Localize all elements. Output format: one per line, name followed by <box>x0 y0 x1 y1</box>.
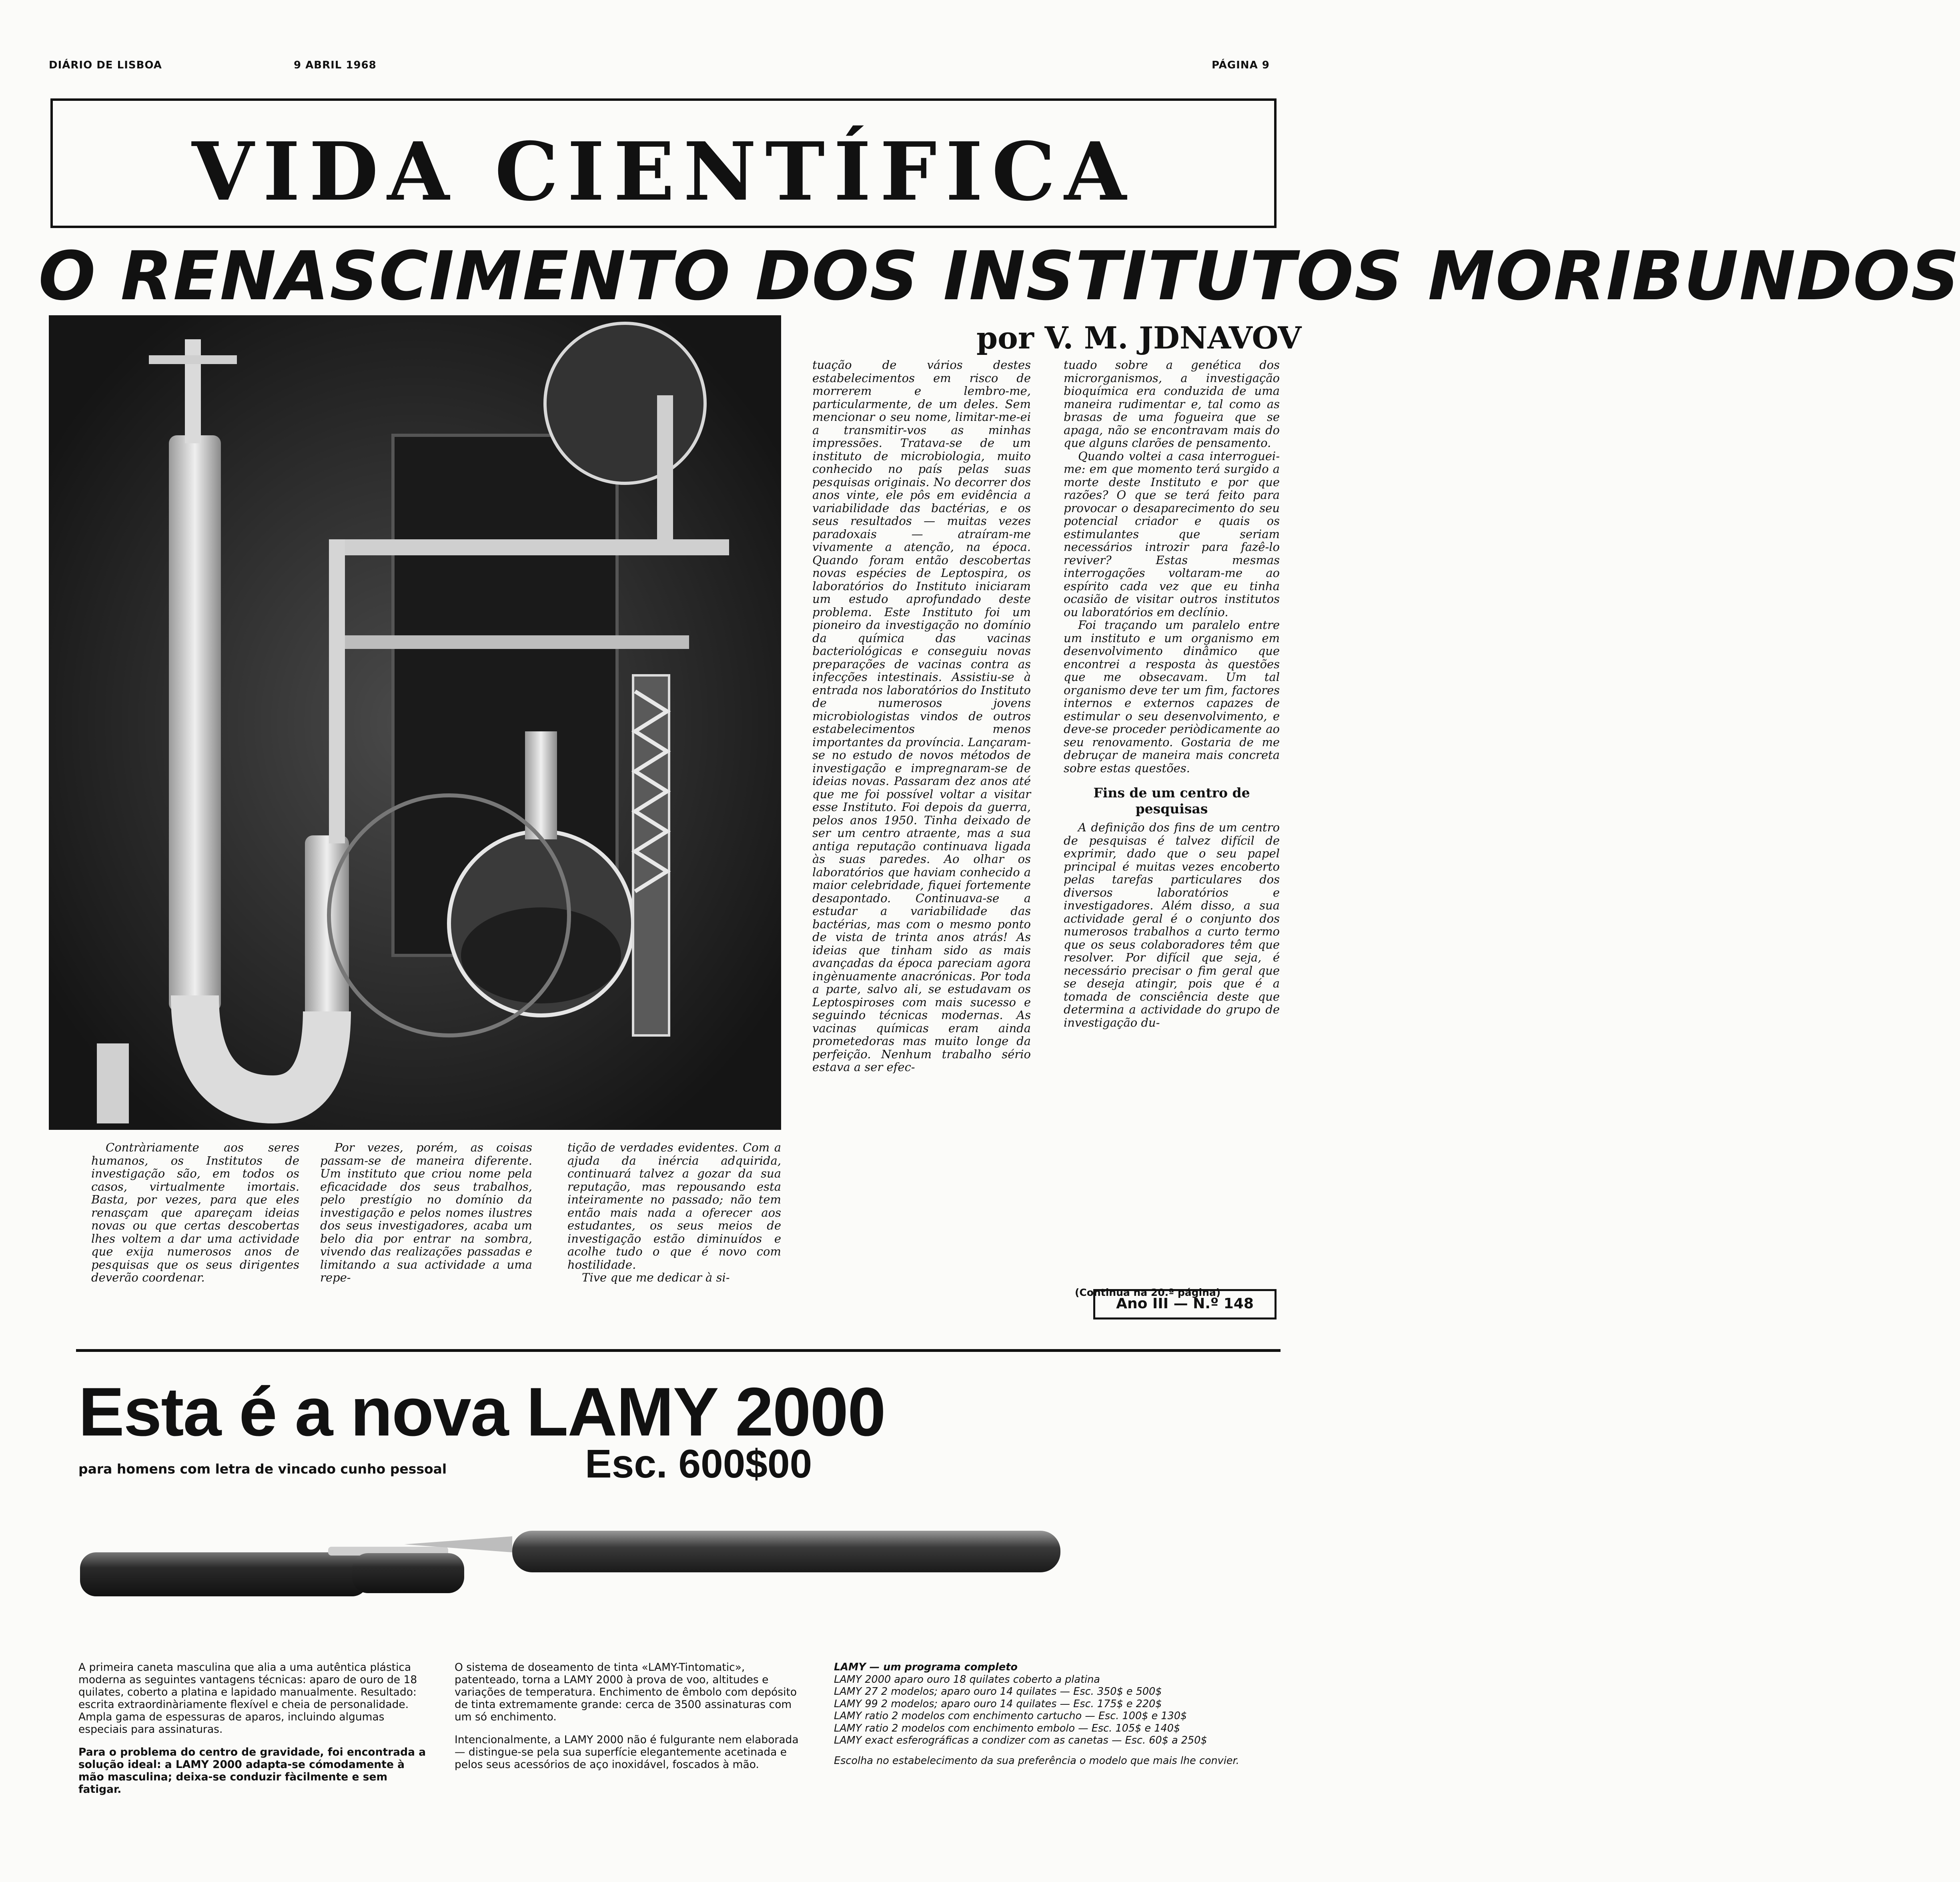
lab-glassware-illustration <box>49 315 781 1130</box>
article-paragraph: Foi traçando um paralelo entre um instituto e um organismo em desenvolvimento dinâmico que encontrei a resposta às questões que me obsecavam. Um tal organismo deve ter um fim, factores internos e externos capazes de estimular o seu desenvolvimento, e deve-se proceder periòdicamente ao seu renovamento. Gostaria de me debruçar de maneira mais concreta sobre estas questões. <box>1064 618 1280 775</box>
issue-date: 9 ABRIL 1968 <box>294 59 377 71</box>
pens-illustration <box>72 1520 1192 1616</box>
issue-number-box: Ano III — N.º 148 <box>1093 1289 1277 1319</box>
uncapped-pen-icon <box>404 1531 1060 1572</box>
section-title: VIDA CIENTÍFICA <box>192 125 1135 219</box>
article-column-5 <box>1064 358 1280 1029</box>
section-banner <box>50 98 1277 228</box>
ad-price: Esc. 600$00 <box>585 1442 812 1486</box>
newspaper-name: DIÁRIO DE LISBOA <box>49 59 162 71</box>
price-list-item: LAMY 27 2 modelos; aparo ouro 14 quilates — Esc. 350$ e 500$ <box>834 1686 1162 1698</box>
price-list-title: LAMY — um programa completo <box>834 1661 1018 1673</box>
article-paragraph: Por vezes, porém, as coisas passam-se de maneira diferente. Um instituto que criou nome pela eficacidade dos seus trabalhos, pelo prestígio no domínio da investigação e pelos nomes ilustres dos seus investigadores, acaba um belo dia por entrar na sombra, vivendo das realizações passadas e limitando a sua actividade a uma repe- <box>320 1141 532 1284</box>
article-paragraph: Quando voltei a casa interroguei-me: em que momento terá surgido a morte deste Instituto e por que razões? O que se terá feito para provocar o desaparecimento do seu potencial criador e quais os estimulantes que seriam necessários introzir para fazê-lo reviver? Estas mesmas interrogações voltaram-me ao espírito cada vez que eu tinha ocasião de visitar outros institutos ou laboratórios em declínio. <box>1064 449 1280 619</box>
article-paragraph: Tive que me dedicar à si- <box>582 1271 730 1284</box>
article-subheading: Fins de um centro de pesquisas <box>1093 785 1250 817</box>
pens-photo <box>72 1520 1192 1616</box>
article-column-4 <box>812 358 1031 1074</box>
article-paragraph: Contràriamente aos seres humanos, os Institutos de investigação são, em todos os casos, virtualmente imortais. Basta, por vezes, para que eles renasçam que apareçam ideias novas ou que certas descobertas lhes voltem a dar uma actividade que exija numerosos anos de pesquisas que os seus dirigentes deverão coordenar. <box>91 1141 299 1284</box>
page-number: PÁGINA 9 <box>1212 59 1270 71</box>
article-byline: por V. M. JDNAVOV <box>976 320 1302 356</box>
ad-paragraph: Intencionalmente, a LAMY 2000 não é fulgurante nem elaborada — distingue-se pela sua superfície elegantemente acetinada e pelos seus acessórios de aço inoxidável, foscados à mão. <box>455 1734 799 1771</box>
ad-paragraph: Para o problema do centro de gravidade, foi encontrada a solução ideal: a LAMY 2000 adapta-se cómodamente à mão masculina; deixa-se conduzir fàcilmente e sem fatigar. <box>78 1746 426 1796</box>
price-list-footer: Escolha no estabelecimento da sua preferência o modelo que mais lhe convier. <box>834 1754 1239 1767</box>
ad-headline: Esta é a nova LAMY 2000 <box>78 1373 885 1450</box>
ad-paragraph: O sistema de doseamento de tinta «LAMY-Tintomatic», patenteado, torna a LAMY 2000 à prova de voo, altitudes e variações de temperatura. Enchimento de êmbolo com depósito de tinta extremamente grande: cerca de 3500 assinaturas com um só enchimento. <box>455 1661 797 1723</box>
price-list-item: LAMY exact esferográficas a condizer com as canetas — Esc. 60$ a 250$ <box>834 1734 1207 1746</box>
article-column-1 <box>91 1141 299 1284</box>
article-headline: O RENASCIMENTO DOS INSTITUTOS MORIBUNDOS <box>38 237 1960 315</box>
continued-note: (Continua na 20.ª página) <box>1075 1287 1221 1298</box>
article-paragraph: tuação de vários destes estabelecimentos em risco de morrerem e lembro-me, particularmente, de um deles. Sem mencionar o seu nome, limitar-me-ei a transmitir-vos as minhas impressões. Tratava-se de um instituto de microbiologia, muito conhecido no país pelas suas pesquisas originais. No decorrer dos anos vinte, ele pôs em evidência a variabilidade das bactérias, e os seus resultados — muitas vezes paradoxais — atraíram-me vivamente a atenção, na época. Quando foram então descobertas novas espécies de Leptospira, os laboratórios do Instituto iniciaram um estudo aprofundado deste problema. Este Instituto foi um pioneiro da investigação no domínio da química das vacinas bacteriológicas e conseguiu novas preparações de vacinas contra as infecções intestinais. Assistiu-se à entrada nos laboratórios do Instituto de numerosos jovens microbiologistas vindos de outros estabelecimentos menos importantes da província. Lançaram-se no estudo de novos métodos de investigação e impregnaram-se de ideias novas. Passaram dez anos até que me foi possível voltar a visitar esse Instituto. Foi depois da guerra, pelos anos 1950. Tinha deixado de ser um centro atraente, mas a sua antiga reputação continuava ligada às suas paredes. Ao olhar os laboratórios que haviam conhecido a maior celebridade, fiquei fortemente desapontado. Continuava-se a estudar a variabilidade das bactérias, mas com o mesmo ponto de vista de trinta anos atrás! As ideias que tinham sido as mais avançadas da época pareciam agora ingènuamente anacrónicas. Por toda a parte, salvo ali, se estudavam os Leptospiroses com mais sucesso e seguindo técnicas modernas. As vacinas químicas eram ainda prometedoras mas muito longe da perfeição. Nenhum trabalho sério estava a ser efec- <box>812 358 1031 1074</box>
lab-glassware-photo <box>49 315 781 1130</box>
article-column-2 <box>320 1141 532 1284</box>
article-paragraph: tuado sobre a genética dos microrganismos, a investigação bioquímica era conduzida de uma maneira rudimentar e, tal como as brasas de uma fogueira que se apaga, não se encontravam mais do que alguns clarões de pensamento. <box>1064 358 1280 450</box>
ad-paragraph: A primeira caneta masculina que alia a uma autêntica plástica moderna as seguintes vantagens técnicas: aparo de ouro de 18 quilates, coberto a platina e lapidado manualmente. Resultado: escrita extraordinàriamente flexível e cheia de personalidade. Ampla gama de espessuras de aparos, incluindo algumas especiais para assinaturas. <box>78 1661 417 1736</box>
price-list-item: LAMY 99 2 modelos; aparo ouro 14 quilates — Esc. 175$ e 220$ <box>834 1698 1162 1710</box>
article-paragraph: A definição dos fins de um centro de pesquisas é talvez difícil de exprimir, dado que o seu papel principal é muitas vezes encoberto pelas tarefas particulares dos diversos laboratórios e investigadores. Além disso, a sua actividade geral é o conjunto dos numerosos trabalhos a curto termo que os seus colaboradores têm que resolver. Por difícil que seja, é necessário precisar o fim geral que se deseja atingir, pois que é a tomada de consciência deste que determina a actividade do grupo de investigação du- <box>1064 821 1280 1029</box>
price-list-item: LAMY ratio 2 modelos com enchimento embolo — Esc. 105$ e 140$ <box>834 1722 1180 1734</box>
price-list-item: LAMY 2000 aparo ouro 18 quilates coberto a platina <box>834 1673 1100 1686</box>
article-paragraph: tição de verdades evidentes. Com a ajuda da inércia adquirida, continuará talvez a gozar da sua reputação, mas repousando esta inteiramente no passado; não tem então mais nada a oferecer aos estudantes, os seus meios de investigação estão diminuídos e acolhe tudo o que é novo com hostilidade. <box>567 1141 781 1271</box>
ad-column-1 <box>78 1661 431 1806</box>
ad-price-list <box>834 1661 1282 1767</box>
ad-subtitle: para homens com letra de vincado cunho pessoal <box>78 1461 447 1477</box>
section-divider <box>76 1349 1281 1352</box>
price-list-item: LAMY ratio 2 modelos com enchimento cartucho — Esc. 100$ e 130$ <box>834 1710 1187 1722</box>
capped-pen-icon <box>80 1547 464 1596</box>
ad-column-2 <box>455 1661 807 1781</box>
article-column-3 <box>567 1141 781 1284</box>
